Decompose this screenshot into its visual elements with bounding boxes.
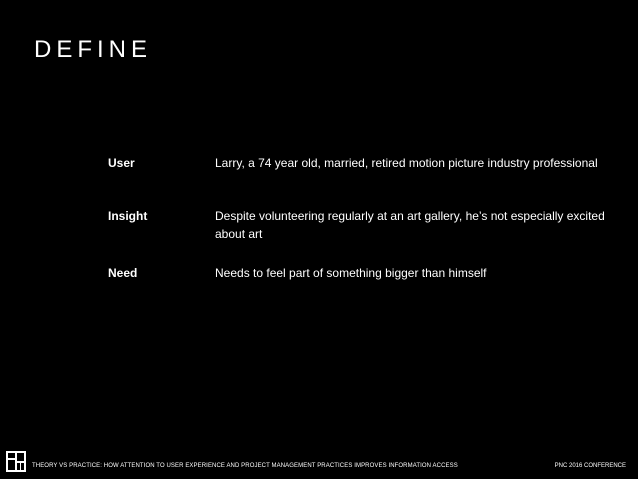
slide-footer — [0, 450, 638, 479]
row-text: Despite volunteering regularly at an art gallery, he’s not especially excited about art — [215, 209, 605, 241]
footer-presentation-title: THEORY VS PRACTICE: HOW ATTENTION TO USER EXPERIENCE AND PROJECT MANAGEMENT PRACTICES IMPROVES INFORMATION ACCESS — [32, 463, 458, 469]
slide-title: DEFINE — [34, 36, 153, 63]
row-label: User — [108, 156, 135, 170]
row-text: Needs to feel part of something bigger than himself — [215, 266, 487, 280]
row-text: Larry, a 74 year old, married, retired motion picture industry professional — [215, 156, 598, 170]
footer-conference-name: PNC 2016 CONFERENCE — [554, 463, 626, 469]
row-label: Insight — [108, 209, 148, 223]
row-label: Need — [108, 266, 138, 280]
conference-logo-icon — [6, 451, 26, 472]
